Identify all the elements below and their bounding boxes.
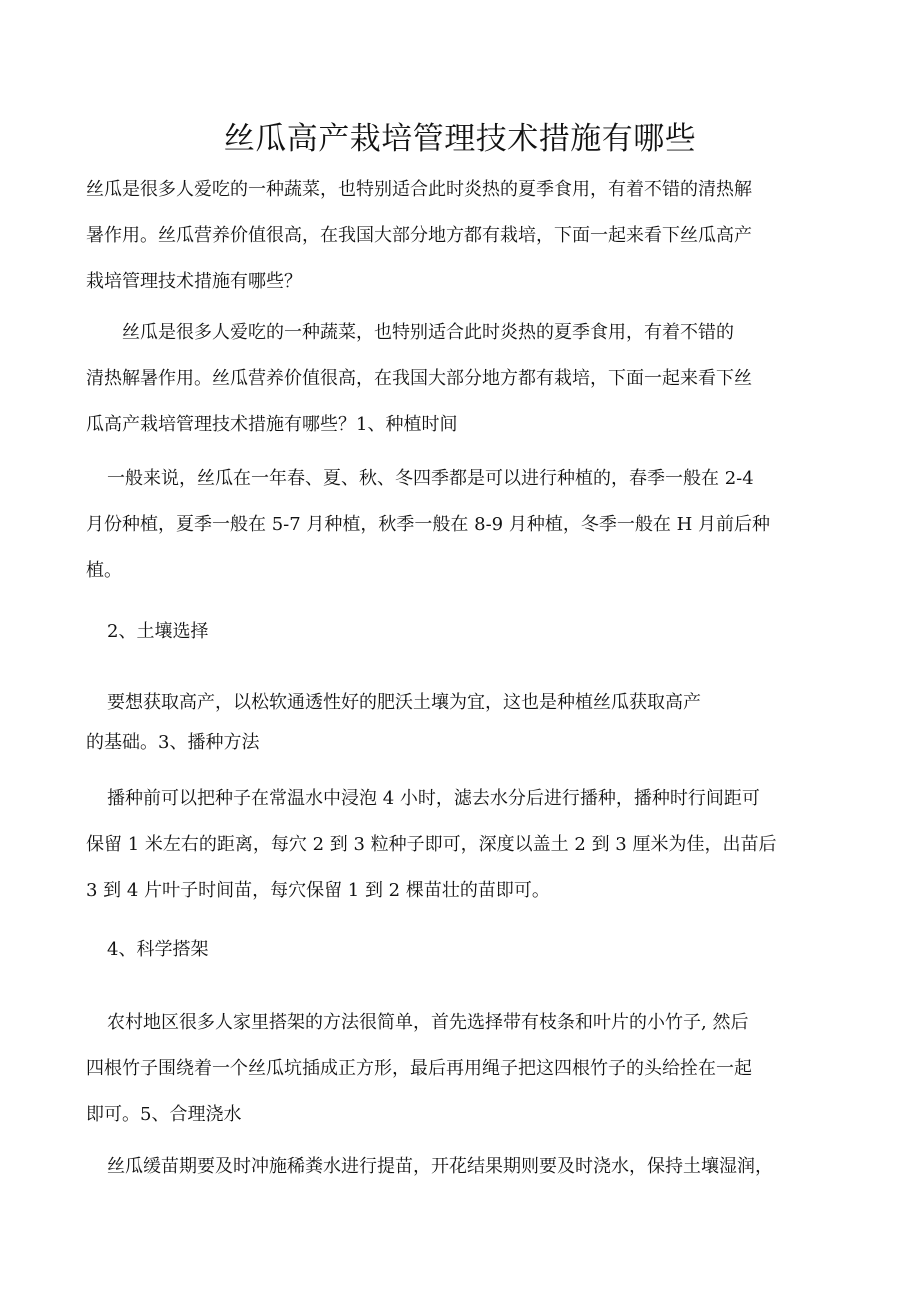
- planting-time-line-3: 植。: [86, 560, 122, 581]
- sowing-paragraph: [86, 776, 834, 914]
- watering-line-1: 丝瓜缓苗期要及时冲施稀粪水进行提苗，开花结果期则要及时浇水，保持土壤湿润，: [107, 1156, 773, 1177]
- soil-line-2: 的基础。3、播种方法: [86, 732, 260, 753]
- soil-paragraph: [86, 680, 834, 766]
- trellis-paragraph: [86, 1000, 834, 1138]
- repeat-line-3: 瓜高产栽培管理技术措施有哪些？1、种植时间: [86, 414, 458, 435]
- trellis-heading: [107, 927, 855, 973]
- soil-heading: [107, 609, 855, 655]
- intro-line-2: 暑作用。丝瓜营养价值很高，在我国大部分地方都有栽培，下面一起来看下丝瓜高产: [86, 225, 752, 246]
- planting-time-line-1: 一般来说，丝瓜在一年春、夏、秋、冬四季都是可以进行种植的，春季一般在 2-4: [107, 468, 754, 489]
- intro-line-1: 丝瓜是很多人爱吃的一种蔬菜，也特别适合此时炎热的夏季食用，有着不错的清热解: [86, 179, 752, 200]
- intro-paragraph: [86, 167, 834, 305]
- trellis-line-1: 农村地区很多人家里搭架的方法很简单，首先选择带有枝条和叶片的小竹子, 然后: [107, 1012, 749, 1033]
- sowing-line-2: 保留 1 米左右的距离，每穴 2 到 3 粒种子即可，深度以盖土 2 到 3 厘米为佳，出苗后: [86, 834, 777, 855]
- repeat-paragraph: [86, 310, 834, 448]
- sowing-line-3: 3 到 4 片叶子时间苗，每穴保留 1 到 2 棵苗壮的苗即可。: [86, 880, 550, 901]
- intro-line-3: 栽培管理技术措施有哪些？: [86, 271, 302, 292]
- planting-time-paragraph: [86, 456, 834, 594]
- repeat-line-1: 丝瓜是很多人爱吃的一种蔬菜，也特别适合此时炎热的夏季食用，有着不错的: [86, 322, 734, 343]
- soil-line-1: 要想获取高产，以松软通透性好的肥沃土壤为宜，这也是种植丝瓜获取高产: [107, 692, 701, 713]
- trellis-line-3: 即可。5、合理浇水: [86, 1104, 242, 1125]
- soil-heading-text: 2、土壤选择: [107, 621, 209, 642]
- trellis-heading-text: 4、科学搭架: [107, 939, 209, 960]
- planting-time-line-2: 月份种植，夏季一般在 5-7 月种植，秋季一般在 8-9 月种植，冬季一般在 H 月前后种: [86, 514, 770, 535]
- repeat-line-2: 清热解暑作用。丝瓜营养价值很高，在我国大部分地方都有栽培，下面一起来看下丝: [86, 368, 752, 389]
- sowing-line-1: 播种前可以把种子在常温水中浸泡 4 小时，滤去水分后进行播种，播种时行间距可: [107, 788, 760, 809]
- document-title: 丝瓜高产栽培管理技术措施有哪些: [223, 121, 697, 157]
- watering-paragraph: [86, 1144, 834, 1190]
- trellis-line-2: 四根竹子围绕着一个丝瓜坑插成正方形，最后再用绳子把这四根竹子的头给拴在一起: [86, 1058, 752, 1079]
